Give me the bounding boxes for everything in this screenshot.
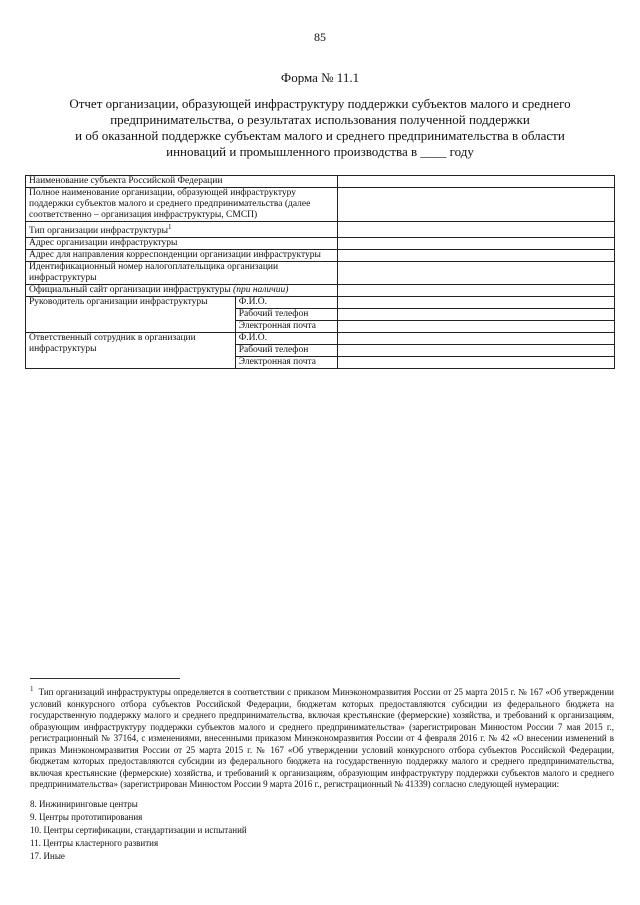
footnote-text xyxy=(30,684,614,791)
inn-label: Идентификационный номер налогоплательщика организации инфраструктуры xyxy=(26,262,338,285)
report-title-line-1: Отчет организации, образующей инфраструктуру поддержки субъектов малого и среднего xyxy=(69,96,571,111)
head-phone-label: Рабочий телефон xyxy=(235,309,337,321)
type-value[interactable] xyxy=(337,222,614,238)
footnote-marker: 1 xyxy=(30,685,34,693)
responsible-email-label: Электронная почта xyxy=(235,357,337,369)
type-label xyxy=(26,222,338,238)
responsible-label: Ответственный сотрудник в организации инфраструктуры xyxy=(26,333,236,369)
list-item: 9. Центры прототипирования xyxy=(30,812,143,822)
table-row xyxy=(26,176,615,188)
table-row xyxy=(26,297,615,309)
form-title: Форма № 11.1 xyxy=(280,70,360,85)
website-note: (при наличии) xyxy=(233,285,289,296)
region-label: Наименование субъекта Российской Федерации xyxy=(26,176,338,188)
mail-address-label: Адрес для направления корреспонденции организации инфраструктуры xyxy=(26,250,338,262)
head-label: Руководитель организации инфраструктуры xyxy=(26,297,236,333)
footnote-divider xyxy=(30,678,180,679)
table-row xyxy=(26,262,615,285)
full-name-value[interactable] xyxy=(337,188,614,222)
responsible-phone-label: Рабочий телефон xyxy=(235,345,337,357)
responsible-email-value[interactable] xyxy=(337,357,614,369)
list-item: 8. Инжиниринговые центры xyxy=(30,799,138,809)
head-fio-label: Ф.И.О. xyxy=(235,297,337,309)
full-name-label: Полное наименование организации, образующей инфраструктуру поддержки субъектов малого и среднего предпринимательства (далее соответственно – организация инфраструктуры, СМСП) xyxy=(26,188,338,222)
table-row xyxy=(26,188,615,222)
region-value[interactable] xyxy=(337,176,614,188)
website-label-text: Официальный сайт организации инфраструктуры xyxy=(29,285,231,296)
table-row xyxy=(26,285,615,297)
list-item: 11. Центры кластерного развития xyxy=(30,838,159,848)
address-value[interactable] xyxy=(337,238,614,250)
head-fio-value[interactable] xyxy=(337,297,614,309)
list-item: 10. Центры сертификации, стандартизации и испытаний xyxy=(30,825,247,835)
website-label xyxy=(26,285,338,297)
table-row xyxy=(26,238,615,250)
table-row xyxy=(26,250,615,262)
mail-address-value[interactable] xyxy=(337,250,614,262)
table-row xyxy=(26,222,615,238)
inn-value[interactable] xyxy=(337,262,614,285)
head-phone-value[interactable] xyxy=(337,309,614,321)
address-label: Адрес организации инфраструктуры xyxy=(26,238,338,250)
responsible-fio-label: Ф.И.О. xyxy=(235,333,337,345)
report-title-line-4: инноваций и промышленного производства в ____ году xyxy=(166,144,474,159)
report-form-table xyxy=(25,175,615,369)
report-title-line-2: предпринимательства, о результатах использования полученной поддержки xyxy=(110,112,530,127)
table-row xyxy=(26,333,615,345)
responsible-phone-value[interactable] xyxy=(337,345,614,357)
footnote-body: Тип организаций инфраструктуры определяется в соответствии с приказом Минэкономразвития России от 25 марта 2015 г. № 167 «Об утверждении условий конкурсного отбора субъектов Российской Федерации, бюджетам которых предоставляются субсидии из федерального бюджета на государственную поддержку малого и среднего предпринимательства, включая крестьянские (фермерские) хозяйства, и требований к организациям, образующим инфраструктуру поддержки субъектов малого и среднего предпринимательства» (зарегистрирован Минюстом России 7 мая 2015 г., регистрационный № 37164, с изменениями, внесенными приказом Минэкономразвития России от 4 февраля 2016 г. № 42 «О внесении изменений в приказ Минэкономразвития России от 25 марта 2015 г. № 167 «Об утверждении условий конкурсного отбора субъектов Российской Федерации, бюджетам которых предоставляются субсидии из федерального бюджета на государственную поддержку малого и среднего предпринимательства, включая крестьянские (фермерские) хозяйства, и требований к организациям, образующим инфраструктуру поддержки субъектов малого и среднего предпринимательства» (зарегистрирован Минюстом России 9 марта 2016 г., регистрационный № 41339) согласно следующей нумерации: xyxy=(30,687,615,789)
report-title-line-3: и об оказанной поддержке субъектам малого и среднего предпринимательства в области xyxy=(75,128,565,143)
head-email-value[interactable] xyxy=(337,321,614,333)
type-label-text: Тип организации инфраструктуры xyxy=(29,226,169,237)
website-value[interactable] xyxy=(337,285,614,297)
responsible-fio-value[interactable] xyxy=(337,333,614,345)
head-email-label: Электронная почта xyxy=(235,321,337,333)
footnote-ref: 1 xyxy=(168,223,172,231)
page-number: 85 xyxy=(314,30,326,44)
list-item: 17. Иные xyxy=(30,851,65,861)
